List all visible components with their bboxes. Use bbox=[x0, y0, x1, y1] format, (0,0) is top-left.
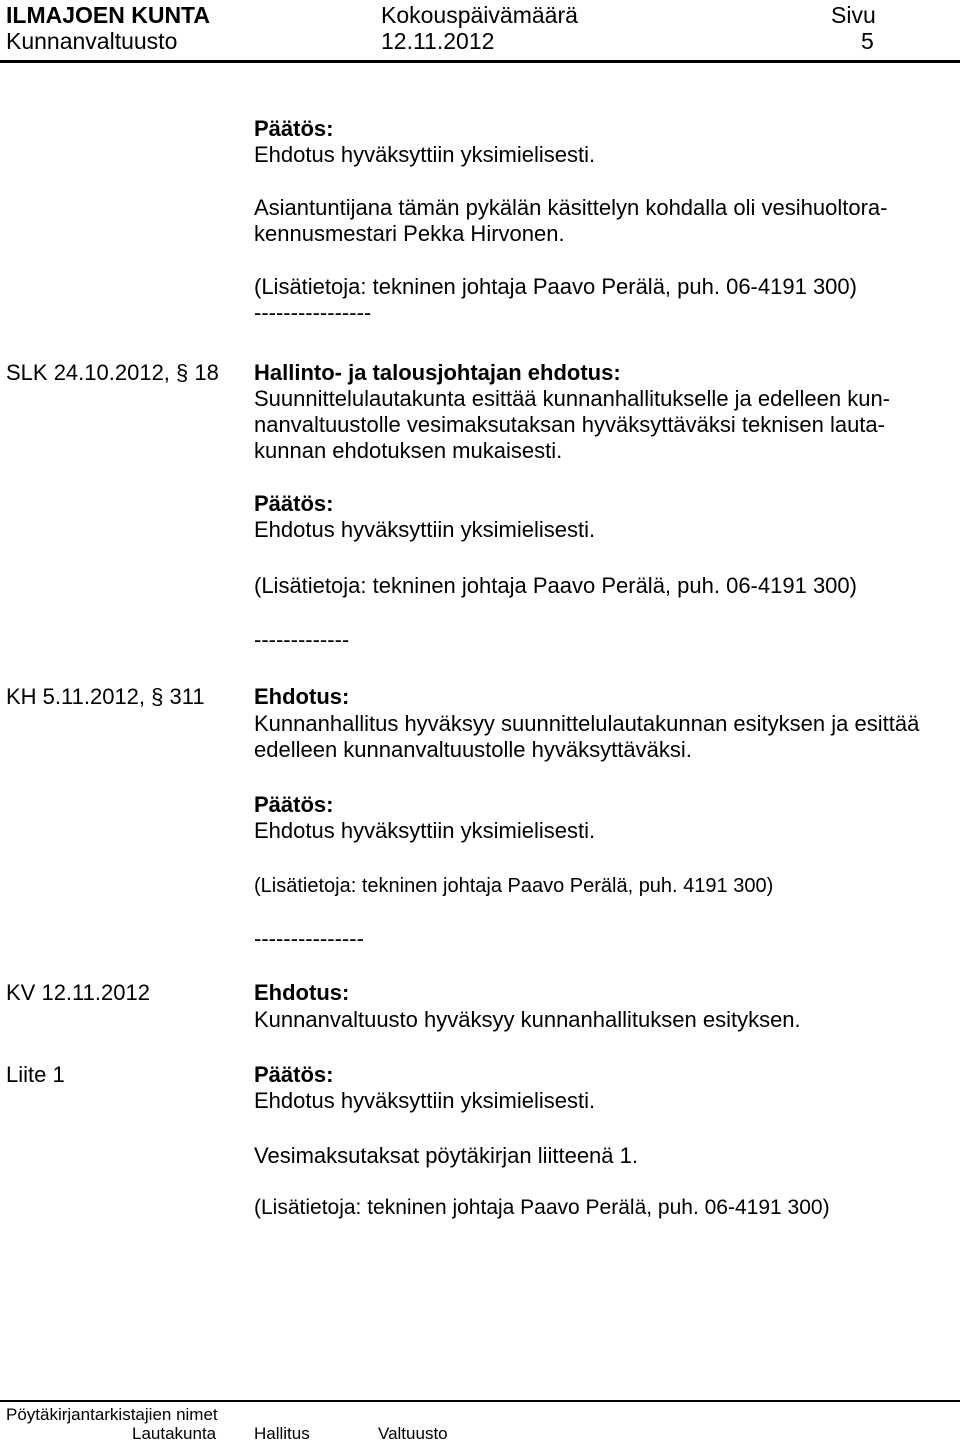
footer-rule bbox=[0, 1400, 960, 1402]
top-separator: ---------------- bbox=[254, 300, 372, 325]
kh-line-2: edelleen kunnanvaltuustolle hyväksyttäväksi. bbox=[254, 737, 692, 762]
top-info: (Lisätietoja: tekninen johtaja Paavo Perälä, puh. 06-4191 300) bbox=[254, 274, 857, 299]
kh-decision: Ehdotus hyväksyttiin yksimielisesti. bbox=[254, 818, 596, 843]
slk-separator: ------------- bbox=[254, 627, 350, 652]
kh-line-1: Kunnanhallitus hyväksyy suunnittelulautakunnan esityksen ja esittää bbox=[254, 711, 920, 736]
header-page-label: Sivu bbox=[831, 2, 876, 28]
header-body: Kunnanvaltuusto bbox=[6, 28, 178, 54]
kh-reference: KH 5.11.2012, § 311 bbox=[6, 684, 205, 709]
top-decision-label: Päätös: bbox=[254, 116, 334, 141]
kv-proposal: Kunnanvaltuusto hyväksyy kunnanhallituksen esityksen. bbox=[254, 1007, 801, 1032]
kh-info: (Lisätietoja: tekninen johtaja Paavo Perälä, puh. 4191 300) bbox=[254, 875, 774, 897]
header-page-number: 5 bbox=[861, 28, 874, 54]
kv-proposal-label: Ehdotus: bbox=[254, 980, 350, 1005]
header-date: 12.11.2012 bbox=[381, 28, 495, 54]
slk-line-2: nanvaltuustolle vesimaksutaksan hyväksyttäväksi teknisen lauta- bbox=[254, 412, 885, 437]
footer-title: Pöytäkirjantarkistajien nimet bbox=[6, 1405, 218, 1424]
slk-decision: Ehdotus hyväksyttiin yksimielisesti. bbox=[254, 517, 596, 542]
top-expert-line2: kennusmestari Pekka Hirvonen. bbox=[254, 221, 565, 246]
kh-proposal-label: Ehdotus: bbox=[254, 684, 350, 709]
slk-decision-label: Päätös: bbox=[254, 491, 334, 516]
slk-info: (Lisätietoja: tekninen johtaja Paavo Perälä, puh. 06-4191 300) bbox=[254, 573, 857, 598]
slk-reference: SLK 24.10.2012, § 18 bbox=[6, 360, 219, 385]
footer-col-hallitus: Hallitus bbox=[254, 1424, 310, 1443]
kh-decision-label: Päätös: bbox=[254, 792, 334, 817]
top-decision: Ehdotus hyväksyttiin yksimielisesti. bbox=[254, 142, 596, 167]
kv-reference: KV 12.11.2012 bbox=[6, 980, 150, 1005]
kv-decision-label: Päätös: bbox=[254, 1062, 334, 1087]
kv-attachment: Liite 1 bbox=[6, 1062, 65, 1087]
header-rule bbox=[0, 60, 960, 63]
footer-col-valtuusto: Valtuusto bbox=[378, 1424, 448, 1443]
kv-decision: Ehdotus hyväksyttiin yksimielisesti. bbox=[254, 1088, 596, 1113]
kv-info: (Lisätietoja: tekninen johtaja Paavo Perälä, puh. 06-4191 300) bbox=[254, 1196, 830, 1219]
slk-proposal-label: Hallinto- ja talousjohtajan ehdotus: bbox=[254, 360, 621, 385]
top-expert-line1: Asiantuntijana tämän pykälän käsittelyn kohdalla oli vesihuoltora- bbox=[254, 195, 888, 220]
kv-note: Vesimaksutaksat pöytäkirjan liitteenä 1. bbox=[254, 1143, 638, 1168]
slk-line-3: kunnan ehdotuksen mukaisesti. bbox=[254, 438, 563, 463]
kh-separator: --------------- bbox=[254, 926, 364, 951]
slk-line-1: Suunnittelulautakunta esittää kunnanhallitukselle ja edelleen kun- bbox=[254, 386, 891, 411]
header-date-label: Kokouspäivämäärä bbox=[381, 2, 578, 28]
header-org: ILMAJOEN KUNTA bbox=[6, 2, 211, 28]
footer-col-lautakunta: Lautakunta bbox=[132, 1424, 217, 1443]
